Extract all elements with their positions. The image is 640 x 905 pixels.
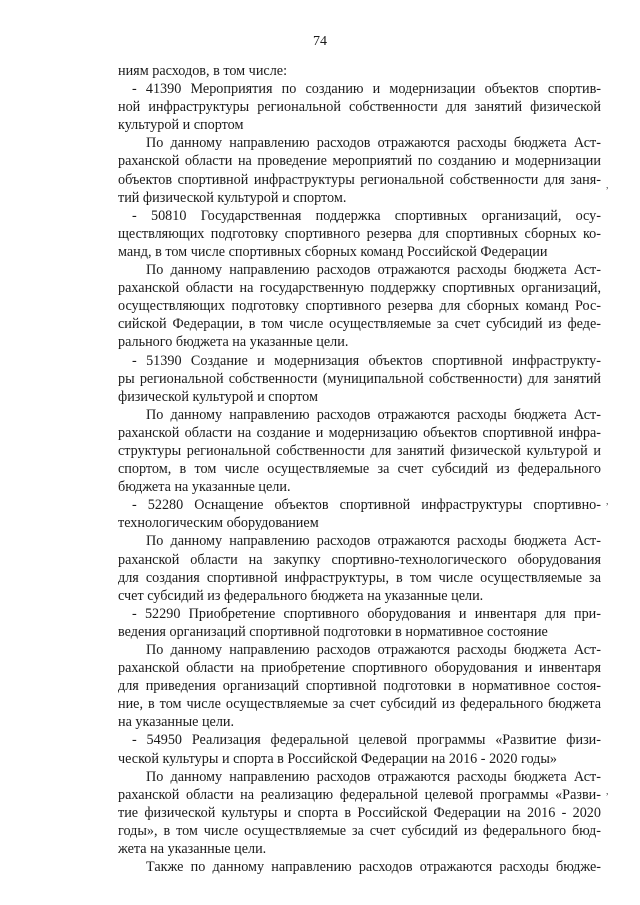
- text-line: ниям расходов, в том числе:: [118, 63, 288, 79]
- text-line: ние, в том числе осуществляемые за счет субсидий из федерального бюджета: [118, 696, 601, 713]
- page-number: 74: [313, 34, 327, 49]
- text-line: Также по данному направлению расходов отражаются расходы бюдже-: [146, 859, 601, 876]
- text-line: ведения организаций спортивной подготовки в нормативное состояние: [118, 623, 548, 640]
- text-line: физической культурой и спортом: [118, 388, 318, 405]
- text-line: - 41390 Мероприятия по созданию и модернизации объектов спортив-: [132, 81, 601, 98]
- text-line: тие физической культуры и спорта в Российской Федерации на 2016 - 2020: [118, 804, 601, 821]
- text-line: структуры региональной собственности для занятий физической культурой и: [118, 442, 601, 459]
- text-line: сийской Федерации, в том числе осуществляемые за счет субсидий из феде-: [118, 316, 601, 333]
- text-line: - 52280 Оснащение объектов спортивной инфраструктуры спортивно-: [132, 497, 601, 514]
- text-line: раханской области на приобретение спортивного оборудования и инвентаря: [118, 660, 601, 677]
- text-line: счет субсидий из федерального бюджета на указанные цели.: [118, 587, 484, 604]
- text-line: объектов спортивной инфраструктуры региональной собственности для заня-: [118, 171, 601, 188]
- text-line: По данному направлению расходов отражаются расходы бюджета Аст-: [146, 135, 601, 152]
- text-line: - 52290 Приобретение спортивного оборудования и инвентаря для при-: [132, 605, 601, 622]
- text-line: По данному направлению расходов отражаются расходы бюджета Аст-: [146, 768, 601, 785]
- text-line: годы», в том числе осуществляемые за счет субсидий из федерального бюд-: [118, 822, 601, 839]
- text-line: культурой и спортом: [118, 117, 244, 134]
- text-line: раханской области на государственную поддержку спортивных организаций,: [118, 280, 601, 297]
- text-line: ры региональной собственности (муниципальной собственности) для занятий: [118, 370, 601, 387]
- text-line: для создания спортивной инфраструктуры, в том числе осуществляемые за: [118, 569, 601, 586]
- text-line: рального бюджета на указанные цели.: [118, 334, 349, 351]
- scan-mark: ,: [606, 496, 609, 507]
- text-line: на указанные цели.: [118, 714, 235, 731]
- text-line: осуществляющих подготовку спортивного резерва для сборных команд Рос-: [118, 298, 601, 315]
- text-line: - 54950 Реализация федеральной целевой программы «Развитие физи-: [132, 732, 601, 749]
- text-line: раханской области на создание и модернизацию объектов спортивной инфра-: [118, 424, 601, 441]
- text-line: манд, в том числе спортивных сборных команд Российской Федерации: [118, 243, 548, 260]
- text-line: тий физической культурой и спортом.: [118, 189, 347, 206]
- text-line: технологическим оборудованием: [118, 515, 319, 532]
- text-line: ществляющих подготовку спортивного резерва для спортивных сборных ко-: [118, 225, 601, 242]
- text-line: По данному направлению расходов отражаются расходы бюджета Аст-: [146, 533, 601, 550]
- text-line: ной инфраструктуры региональной собственности для занятий физической: [118, 99, 601, 116]
- text-line: раханской области на реализацию федеральной целевой программы «Разви-: [118, 786, 601, 803]
- text-line: раханской области на закупку спортивно-технологического оборудования: [118, 551, 601, 568]
- text-line: По данному направлению расходов отражаются расходы бюджета Аст-: [146, 406, 601, 423]
- text-line: По данному направлению расходов отражаются расходы бюджета Аст-: [146, 262, 601, 279]
- text-line: По данному направлению расходов отражаются расходы бюджета Аст-: [146, 642, 601, 658]
- text-line: для приведения организаций спортивной подготовки в нормативное состоя-: [118, 678, 601, 695]
- scan-mark: ,: [606, 180, 609, 191]
- text-line: спортом, в том числе осуществляемые за счет субсидий из федерального: [118, 461, 601, 478]
- body-text: [118, 62, 601, 876]
- text-line: жета на указанные цели.: [118, 841, 267, 858]
- text-line: бюджета на указанные цели.: [118, 479, 291, 496]
- text-line: ческой культуры и спорта в Российской Федерации на 2016 - 2020 годы»: [118, 750, 557, 767]
- text-line: раханской области на проведение мероприятий по созданию и модернизации: [118, 153, 601, 170]
- text-line: - 51390 Создание и модернизация объектов спортивной инфраструкту-: [132, 352, 601, 369]
- scan-mark: ,: [606, 786, 609, 797]
- text-line: - 50810 Государственная поддержка спортивных организаций, осу-: [132, 207, 601, 224]
